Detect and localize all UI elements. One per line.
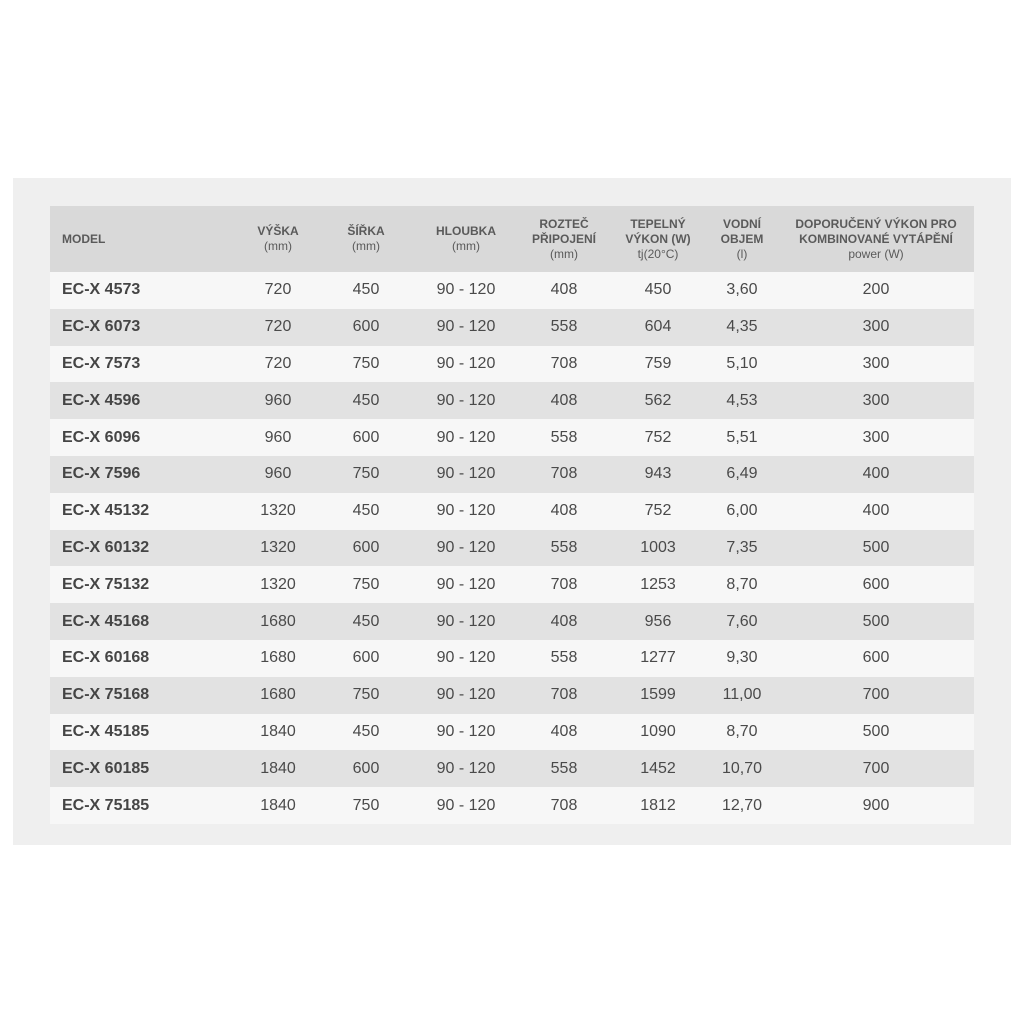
cell-vodni: 8,70 [706, 566, 778, 603]
cell-doporuceny: 400 [778, 493, 974, 530]
header-vodni-unit: (l) [736, 246, 748, 261]
cell-vodni: 10,70 [706, 750, 778, 787]
cell-sirka: 600 [318, 530, 414, 567]
cell-vyska: 1680 [238, 677, 318, 714]
cell-model: EC-X 4573 [50, 272, 238, 309]
cell-vodni: 6,49 [706, 456, 778, 493]
cell-hloubka: 90 - 120 [414, 493, 518, 530]
header-hloubka-unit: (mm) [452, 239, 480, 253]
cell-vyska: 960 [238, 456, 318, 493]
cell-tepelny: 759 [610, 346, 706, 383]
header-roztec-unit: (mm) [550, 246, 578, 261]
table-row [50, 382, 974, 419]
cell-vodni: 9,30 [706, 640, 778, 677]
cell-model: EC-X 45132 [50, 493, 238, 530]
header-doporuceny [778, 206, 974, 272]
table-row [50, 309, 974, 346]
cell-vyska: 1840 [238, 787, 318, 824]
cell-sirka: 450 [318, 714, 414, 751]
cell-model: EC-X 7596 [50, 456, 238, 493]
cell-doporuceny: 300 [778, 346, 974, 383]
cell-hloubka: 90 - 120 [414, 309, 518, 346]
cell-vodni: 4,53 [706, 382, 778, 419]
cell-tepelny: 1277 [610, 640, 706, 677]
cell-doporuceny: 300 [778, 382, 974, 419]
cell-hloubka: 90 - 120 [414, 677, 518, 714]
header-roztec-label: ROZTEČ [539, 216, 589, 231]
cell-doporuceny: 500 [778, 603, 974, 640]
cell-tepelny: 752 [610, 493, 706, 530]
cell-sirka: 600 [318, 640, 414, 677]
cell-roztec: 408 [518, 493, 610, 530]
cell-tepelny: 1812 [610, 787, 706, 824]
cell-vyska: 720 [238, 346, 318, 383]
cell-vyska: 1840 [238, 714, 318, 751]
spec-table [50, 206, 974, 824]
cell-vyska: 1320 [238, 493, 318, 530]
cell-model: EC-X 60168 [50, 640, 238, 677]
header-sirka-label: ŠÍŘKA [347, 224, 385, 238]
cell-doporuceny: 200 [778, 272, 974, 309]
cell-vyska: 720 [238, 272, 318, 309]
cell-vodni: 11,00 [706, 677, 778, 714]
cell-doporuceny: 600 [778, 640, 974, 677]
cell-tepelny: 956 [610, 603, 706, 640]
cell-model: EC-X 75185 [50, 787, 238, 824]
cell-doporuceny: 600 [778, 566, 974, 603]
header-tepelny-unit: tj(20°C) [637, 246, 679, 261]
header-vodni-label: OBJEM [720, 231, 764, 246]
cell-vodni: 5,51 [706, 419, 778, 456]
table-row [50, 714, 974, 751]
cell-vodni: 12,70 [706, 787, 778, 824]
cell-model: EC-X 4596 [50, 382, 238, 419]
cell-roztec: 708 [518, 787, 610, 824]
cell-roztec: 708 [518, 346, 610, 383]
table-row [50, 456, 974, 493]
cell-model: EC-X 75168 [50, 677, 238, 714]
cell-doporuceny: 700 [778, 677, 974, 714]
cell-roztec: 408 [518, 603, 610, 640]
cell-roztec: 708 [518, 677, 610, 714]
cell-vodni: 3,60 [706, 272, 778, 309]
header-doporuceny-unit: power (W) [848, 246, 904, 261]
header-tepelny [610, 206, 706, 272]
cell-roztec: 408 [518, 272, 610, 309]
cell-roztec: 708 [518, 566, 610, 603]
cell-hloubka: 90 - 120 [414, 566, 518, 603]
header-tepelny-label: VÝKON (W) [625, 231, 691, 246]
cell-doporuceny: 300 [778, 419, 974, 456]
cell-vodni: 4,35 [706, 309, 778, 346]
cell-doporuceny: 700 [778, 750, 974, 787]
header-vyska-label: VÝŠKA [257, 224, 299, 238]
header-tepelny-label: TEPELNÝ [630, 216, 686, 231]
table-row [50, 346, 974, 383]
cell-sirka: 450 [318, 603, 414, 640]
cell-vodni: 6,00 [706, 493, 778, 530]
cell-tepelny: 1090 [610, 714, 706, 751]
cell-hloubka: 90 - 120 [414, 456, 518, 493]
cell-doporuceny: 300 [778, 309, 974, 346]
cell-hloubka: 90 - 120 [414, 530, 518, 567]
cell-hloubka: 90 - 120 [414, 714, 518, 751]
cell-vodni: 7,35 [706, 530, 778, 567]
cell-hloubka: 90 - 120 [414, 272, 518, 309]
cell-roztec: 558 [518, 530, 610, 567]
cell-sirka: 600 [318, 309, 414, 346]
cell-tepelny: 1599 [610, 677, 706, 714]
cell-vyska: 960 [238, 382, 318, 419]
cell-vyska: 1680 [238, 640, 318, 677]
cell-roztec: 558 [518, 419, 610, 456]
table-row [50, 603, 974, 640]
cell-vyska: 1840 [238, 750, 318, 787]
cell-hloubka: 90 - 120 [414, 382, 518, 419]
header-model-label: MODEL [62, 231, 106, 246]
table-row [50, 750, 974, 787]
header-sirka [318, 206, 414, 272]
header-doporuceny-label: DOPORUČENÝ VÝKON PRO [795, 216, 957, 231]
cell-sirka: 600 [318, 750, 414, 787]
cell-model: EC-X 45185 [50, 714, 238, 751]
cell-model: EC-X 45168 [50, 603, 238, 640]
header-model [50, 206, 238, 272]
header-sirka-unit: (mm) [352, 239, 380, 253]
cell-vyska: 1320 [238, 566, 318, 603]
cell-vodni: 8,70 [706, 714, 778, 751]
cell-doporuceny: 400 [778, 456, 974, 493]
table-row [50, 640, 974, 677]
table-body [50, 272, 974, 824]
cell-hloubka: 90 - 120 [414, 750, 518, 787]
header-row [50, 206, 974, 272]
cell-vyska: 1320 [238, 530, 318, 567]
cell-sirka: 750 [318, 346, 414, 383]
cell-doporuceny: 500 [778, 714, 974, 751]
cell-model: EC-X 6096 [50, 419, 238, 456]
table-row [50, 787, 974, 824]
header-roztec [518, 206, 610, 272]
cell-tepelny: 450 [610, 272, 706, 309]
cell-vodni: 7,60 [706, 603, 778, 640]
cell-model: EC-X 75132 [50, 566, 238, 603]
cell-tepelny: 562 [610, 382, 706, 419]
cell-vyska: 960 [238, 419, 318, 456]
cell-sirka: 750 [318, 456, 414, 493]
cell-sirka: 600 [318, 419, 414, 456]
cell-roztec: 708 [518, 456, 610, 493]
cell-tepelny: 752 [610, 419, 706, 456]
table-row [50, 566, 974, 603]
cell-hloubka: 90 - 120 [414, 603, 518, 640]
cell-vyska: 1680 [238, 603, 318, 640]
cell-sirka: 450 [318, 272, 414, 309]
cell-tepelny: 604 [610, 309, 706, 346]
cell-hloubka: 90 - 120 [414, 419, 518, 456]
cell-roztec: 408 [518, 382, 610, 419]
table-row [50, 530, 974, 567]
cell-tepelny: 1452 [610, 750, 706, 787]
table-row [50, 493, 974, 530]
cell-roztec: 558 [518, 309, 610, 346]
cell-model: EC-X 60185 [50, 750, 238, 787]
cell-hloubka: 90 - 120 [414, 787, 518, 824]
cell-doporuceny: 500 [778, 530, 974, 567]
header-doporuceny-label: KOMBINOVANÉ VYTÁPĚNÍ [799, 231, 953, 246]
cell-roztec: 558 [518, 640, 610, 677]
cell-vyska: 720 [238, 309, 318, 346]
cell-model: EC-X 60132 [50, 530, 238, 567]
cell-model: EC-X 7573 [50, 346, 238, 383]
cell-hloubka: 90 - 120 [414, 346, 518, 383]
table-row [50, 677, 974, 714]
cell-model: EC-X 6073 [50, 309, 238, 346]
cell-sirka: 750 [318, 787, 414, 824]
cell-roztec: 408 [518, 714, 610, 751]
table-row [50, 272, 974, 309]
cell-vodni: 5,10 [706, 346, 778, 383]
header-vodni [706, 206, 778, 272]
header-vodni-label: VODNÍ [722, 216, 761, 231]
cell-tepelny: 1003 [610, 530, 706, 567]
cell-sirka: 450 [318, 493, 414, 530]
cell-roztec: 558 [518, 750, 610, 787]
header-vyska [238, 206, 318, 272]
table-row [50, 419, 974, 456]
cell-tepelny: 943 [610, 456, 706, 493]
cell-sirka: 750 [318, 566, 414, 603]
cell-sirka: 450 [318, 382, 414, 419]
header-hloubka [414, 206, 518, 272]
header-roztec-label: PŘIPOJENÍ [531, 231, 597, 246]
cell-tepelny: 1253 [610, 566, 706, 603]
cell-doporuceny: 900 [778, 787, 974, 824]
header-hloubka-label: HLOUBKA [436, 224, 496, 238]
cell-sirka: 750 [318, 677, 414, 714]
header-vyska-unit: (mm) [264, 239, 292, 253]
cell-hloubka: 90 - 120 [414, 640, 518, 677]
